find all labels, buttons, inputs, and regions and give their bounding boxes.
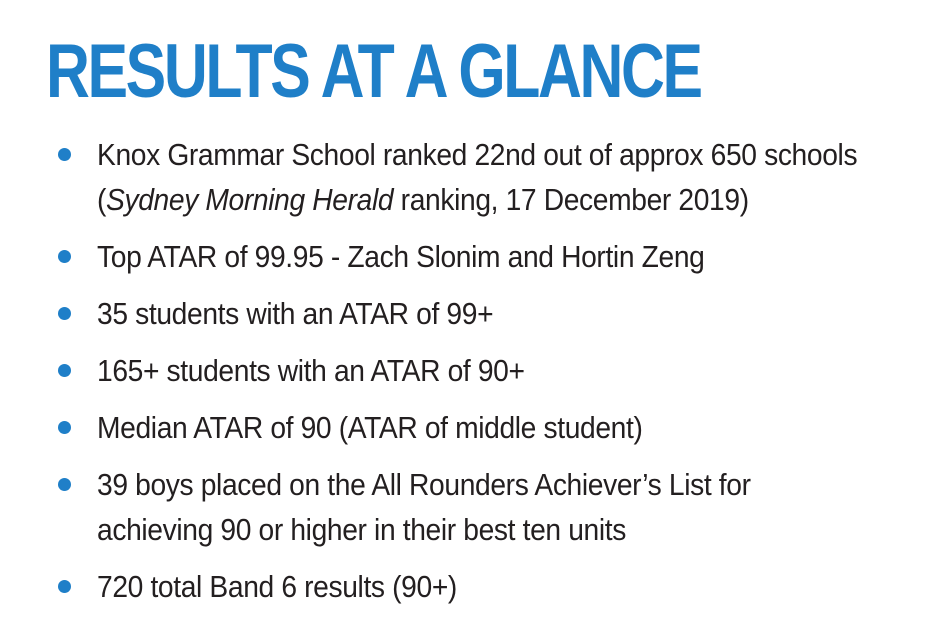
list-item-99-plus	[58, 291, 938, 336]
publication-name: Sydney Morning Herald	[106, 182, 394, 217]
bullet-dot-icon	[58, 250, 71, 263]
list-item-text	[97, 234, 862, 279]
bullet-dot-icon	[58, 307, 71, 320]
list-item-text	[97, 462, 862, 552]
bullet-dot-icon	[58, 364, 71, 377]
bullet-dot-icon	[58, 148, 71, 161]
list-item-line: 39 boys placed on the All Rounders Achiever’s List for	[97, 467, 751, 502]
results-list	[58, 132, 938, 621]
list-item-median	[58, 405, 938, 450]
open-paren: (	[97, 182, 107, 217]
list-item-band-6	[58, 564, 938, 609]
list-item-top-atar	[58, 234, 938, 279]
list-item-line	[97, 177, 862, 222]
list-item-ranking	[58, 132, 938, 222]
list-item-line: achieving 90 or higher in their best ten units	[97, 512, 626, 547]
list-item-text	[97, 564, 862, 609]
list-item-all-rounders	[58, 462, 938, 552]
bullet-dot-icon	[58, 478, 71, 491]
list-item-line: Knox Grammar School ranked 22nd out of approx 650 schools	[97, 137, 858, 172]
list-item-text	[97, 405, 862, 450]
list-item-line: 720 total Band 6 results (90+)	[97, 569, 457, 604]
list-item-line: Top ATAR of 99.95 - Zach Slonim and Hortin Zeng	[97, 239, 705, 274]
list-item-line: 35 students with an ATAR of 99+	[97, 296, 494, 331]
page-title: RESULTS AT A GLANCE	[46, 29, 701, 114]
list-item-90-plus	[58, 348, 938, 393]
list-item-text	[97, 132, 862, 222]
list-item-text	[97, 348, 862, 393]
bullet-dot-icon	[58, 580, 71, 593]
ranking-date-text: ranking, 17 December 2019)	[393, 182, 749, 217]
list-item-line: 165+ students with an ATAR of 90+	[97, 353, 525, 388]
bullet-dot-icon	[58, 421, 71, 434]
list-item-text	[97, 291, 862, 336]
list-item-line: Median ATAR of 90 (ATAR of middle student)	[97, 410, 643, 445]
